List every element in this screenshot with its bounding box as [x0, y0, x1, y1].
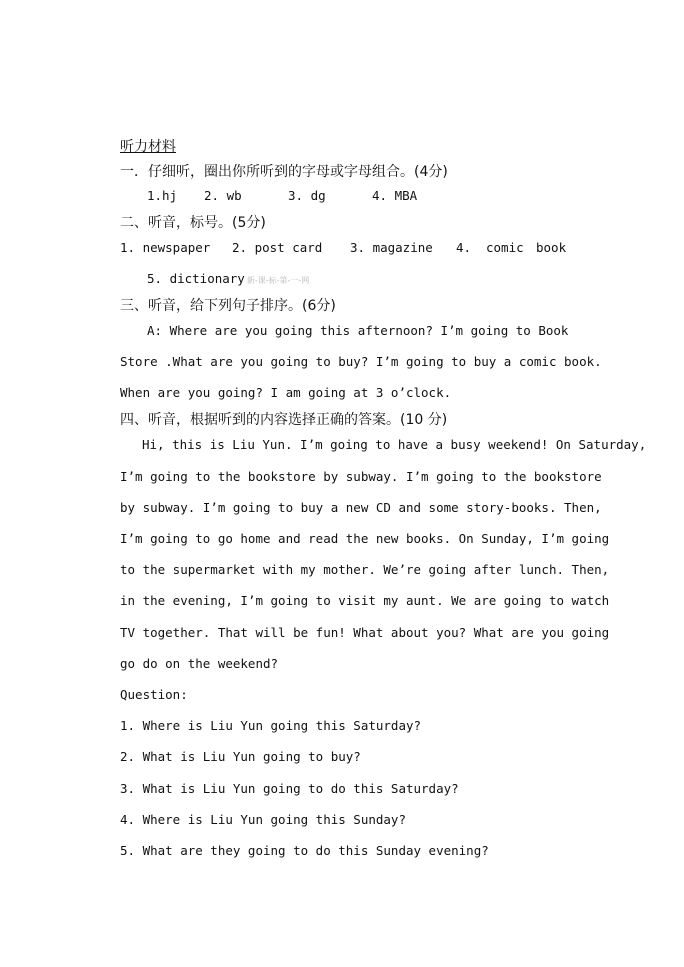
question-2: 2. What is Liu Yun going to buy?	[120, 749, 361, 764]
s3-line-3: When are you going? I am going at 3 o’clock.	[120, 385, 452, 400]
s2-item-5-text: 5. dictionary	[147, 271, 245, 286]
s2-item-1: 1. newspaper	[120, 240, 211, 255]
s1-item-3: 3. dg	[288, 188, 326, 203]
question-3: 3. What is Liu Yun going to do this Saturday?	[120, 781, 459, 796]
passage-line-7: TV together. That will be fun! What about you? What are you going	[120, 625, 610, 640]
passage-line-1: Hi, this is Liu Yun. I’m going to have a busy weekend! On Saturday,	[142, 437, 647, 452]
section-1-heading: 一．仔细听，圈出你所听到的字母或字母组合。(4分)	[120, 164, 448, 180]
watermark-text: 新-课-标-第-一-网	[246, 276, 310, 285]
s1-item-4: 4. MBA	[372, 188, 418, 203]
question-1: 1. Where is Liu Yun going this Saturday?	[120, 718, 422, 733]
s3-line-2: Store .What are you going to buy? I’m going to buy a comic book.	[120, 354, 602, 369]
passage-line-4: I’m going to go home and read the new books. On Sunday, I’m going	[120, 531, 610, 546]
question-label: Question:	[120, 687, 188, 702]
passage-line-8: go do on the weekend?	[120, 656, 279, 671]
passage-line-3: by subway. I’m going to buy a new CD and some story-books. Then,	[120, 500, 602, 515]
s2-item-5	[147, 271, 309, 286]
section-4-heading: 四、听音，根据听到的内容选择正确的答案。(10 分)	[120, 412, 448, 428]
s2-item-4-word-2: book	[536, 240, 567, 255]
passage-line-5: to the supermarket with my mother. We’re going after lunch. Then,	[120, 562, 610, 577]
s2-item-4-number: 4.	[456, 240, 472, 255]
question-4: 4. Where is Liu Yun going this Sunday?	[120, 812, 406, 827]
s2-item-3: 3. magazine	[350, 240, 433, 255]
s1-item-1: 1.hj	[147, 188, 178, 203]
s3-line-1: A: Where are you going this afternoon? I’m going to Book	[147, 323, 569, 338]
s1-item-2: 2. wb	[204, 188, 242, 203]
section-2-heading: 二、听音，标号。(5分)	[120, 215, 266, 231]
section-3-heading: 三、听音，给下列句子排序。(6分)	[120, 298, 336, 314]
question-5: 5. What are they going to do this Sunday evening?	[120, 843, 489, 858]
document-title: 听力材料	[120, 139, 176, 155]
s2-item-2: 2. post card	[232, 240, 323, 255]
passage-line-6: in the evening, I’m going to visit my aunt. We are going to watch	[120, 593, 610, 608]
passage-line-2: I’m going to the bookstore by subway. I’m going to the bookstore	[120, 469, 602, 484]
s2-item-4-word-1: comic	[486, 240, 524, 255]
